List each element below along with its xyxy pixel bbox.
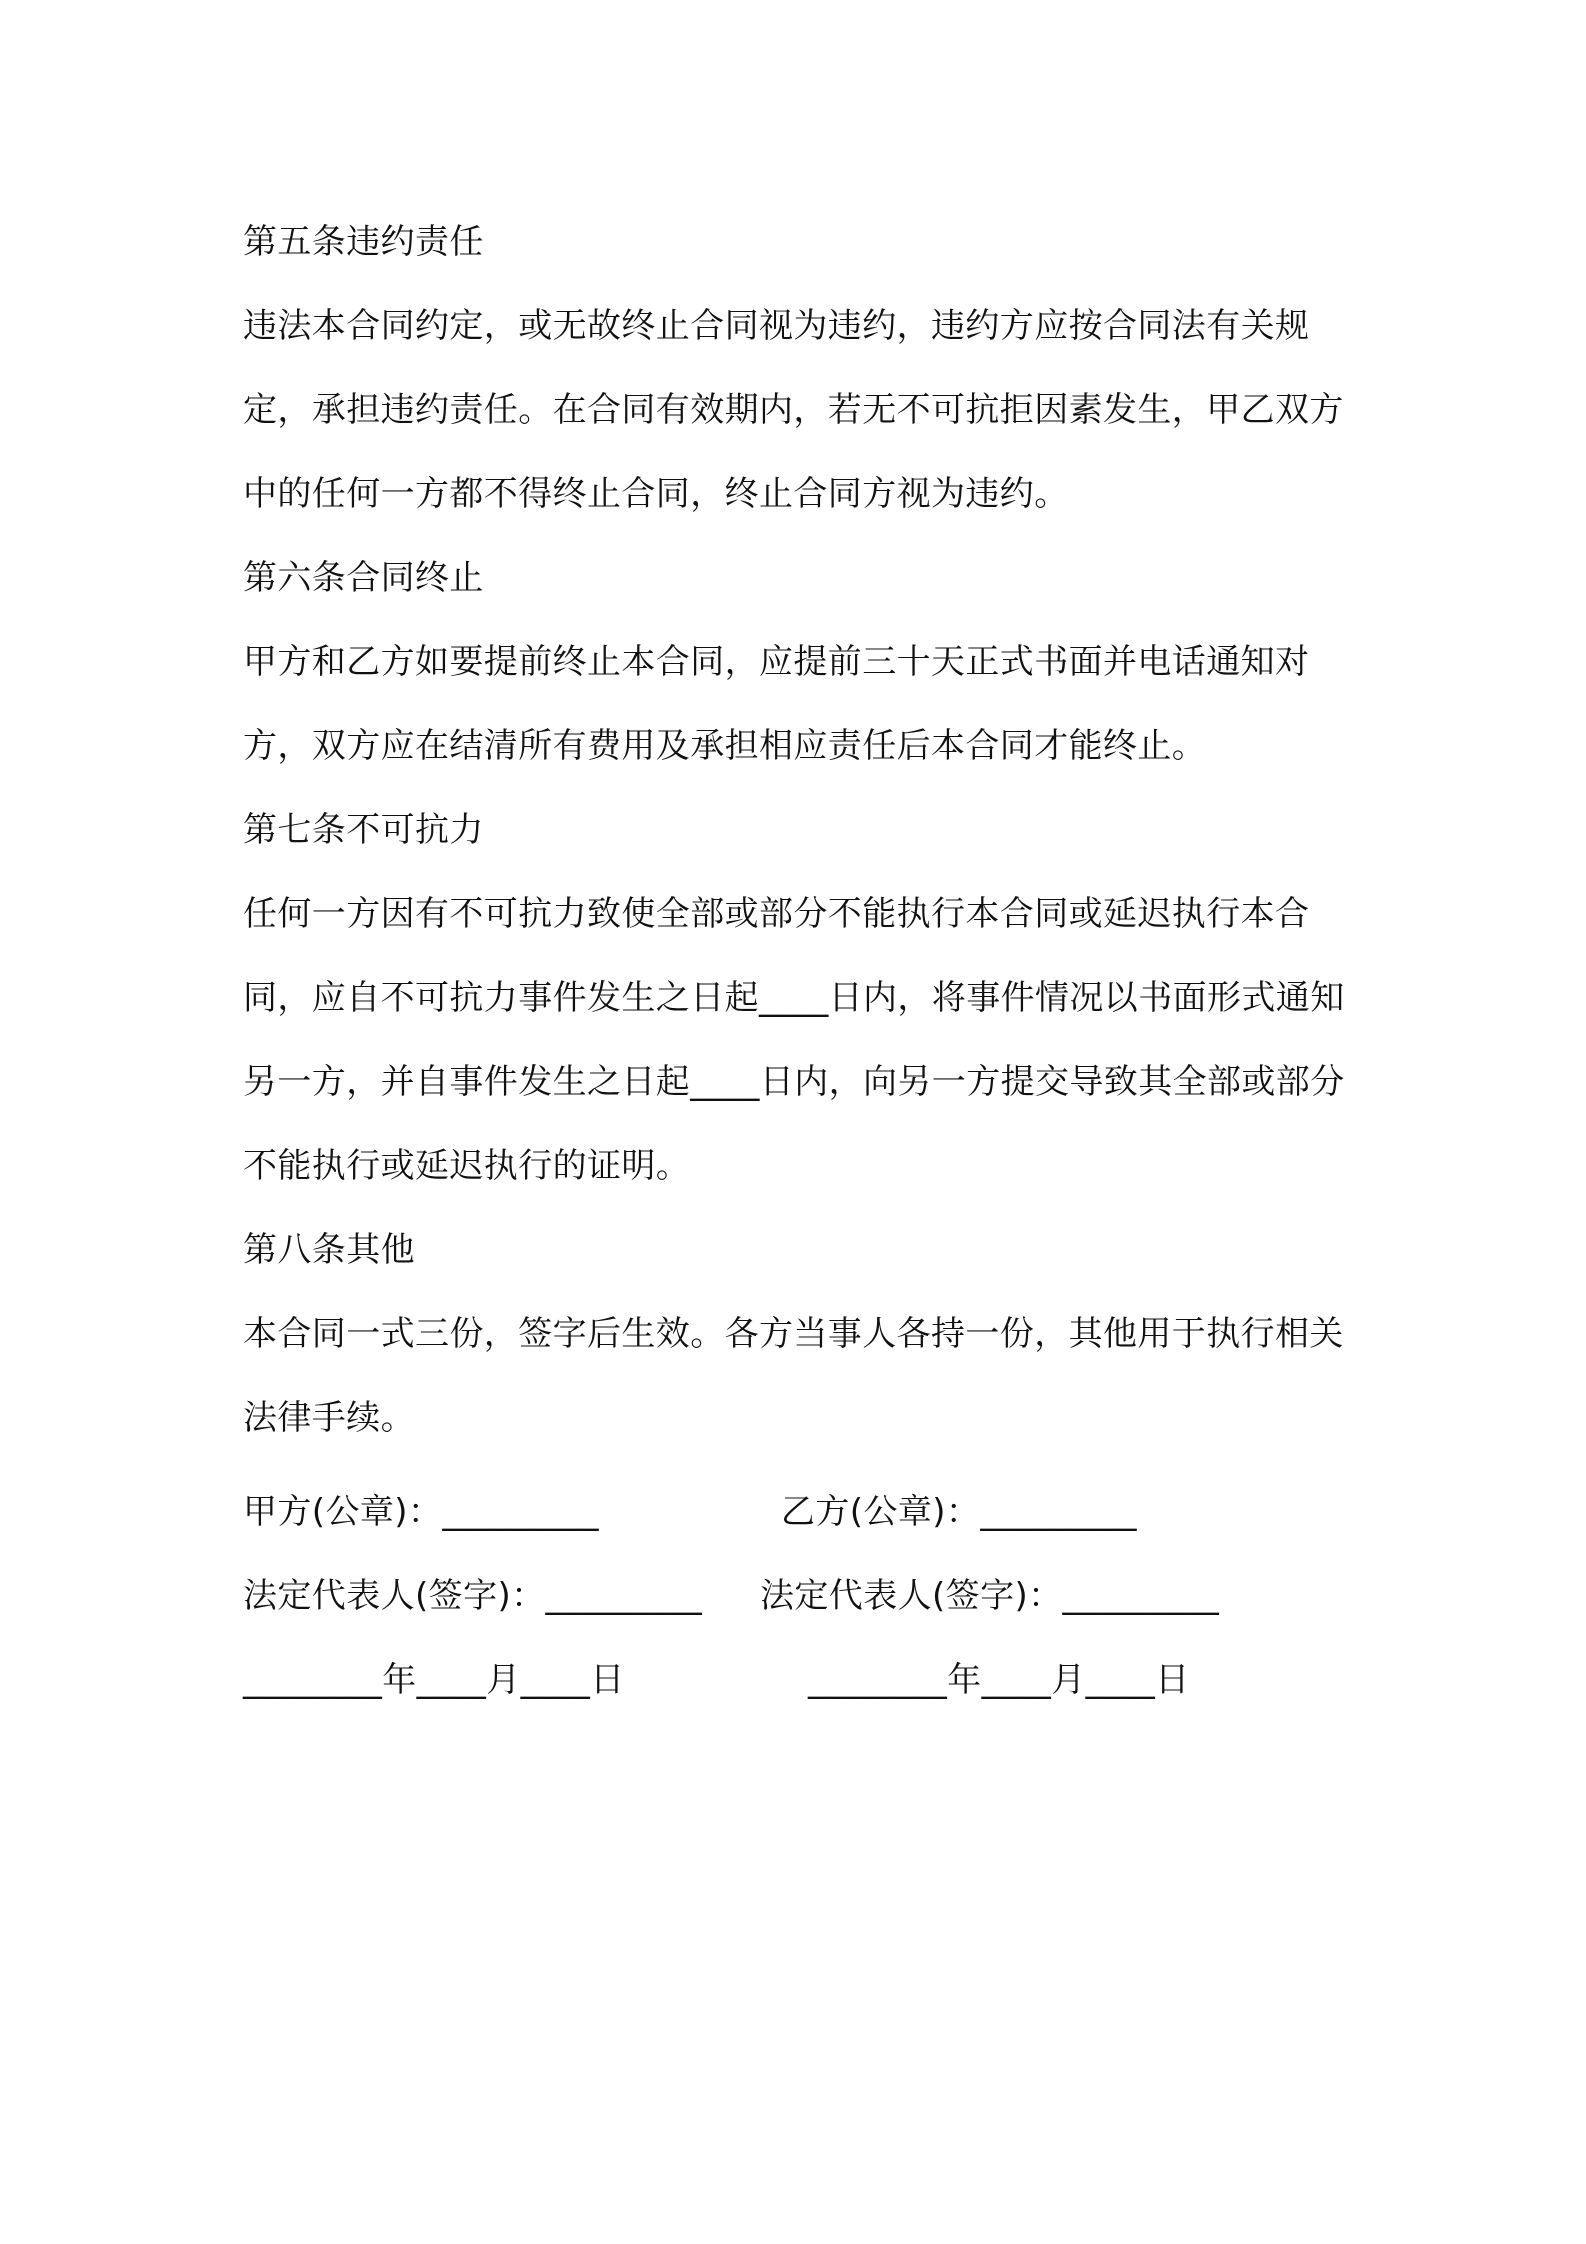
contract-body — [243, 200, 1363, 1722]
signature-date-row — [243, 1638, 1363, 1722]
section-body-force-majeure: 任何一方因有不可抗力致使全部或部分不能执行本合同或延迟执行本合同，应自不可抗力事件发生之日起____日内，将事件情况以书面形式通知另一方，并自事件发生之日起____日内，向另一方提交导致其全部或部分不能执行或延迟执行的证明。 — [243, 894, 1345, 1186]
signature-representative-row — [243, 1554, 1363, 1638]
party-b-seal-line: 乙方(公章)：_________ — [781, 1492, 1137, 1532]
section-body-termination: 甲方和乙方如要提前终止本合同，应提前三十天正式书面并电话通知对方，双方应在结清所有费用及承担相应责任后本合同才能终止。 — [243, 642, 1310, 766]
party-b-representative-line: 法定代表人(签字)：_________ — [760, 1576, 1220, 1616]
section-heading-other: 第八条其他 — [243, 1230, 415, 1270]
section-body-breach: 违法本合同约定，或无故终止合同视为违约，违约方应按合同法有关规定，承担违约责任。在合同有效期内，若无不可抗拒因素发生，甲乙双方中的任何一方都不得终止合同，终止合同方视为违约。 — [243, 306, 1344, 514]
party-a-representative-line: 法定代表人(签字)：_________ — [243, 1576, 703, 1616]
party-a-date-line: ________年____月____日 — [243, 1660, 625, 1700]
signature-seal-row — [243, 1470, 1363, 1554]
section-heading-force-majeure: 第七条不可抗力 — [243, 810, 484, 850]
party-a-seal-line: 甲方(公章)：_________ — [243, 1492, 599, 1532]
section-body-other: 本合同一式三份，签字后生效。各方当事人各持一份，其他用于执行相关法律手续。 — [243, 1314, 1344, 1438]
party-b-date-line: ________年____月____日 — [808, 1660, 1190, 1700]
section-heading-breach: 第五条违约责任 — [243, 222, 484, 262]
section-heading-termination: 第六条合同终止 — [243, 558, 484, 598]
